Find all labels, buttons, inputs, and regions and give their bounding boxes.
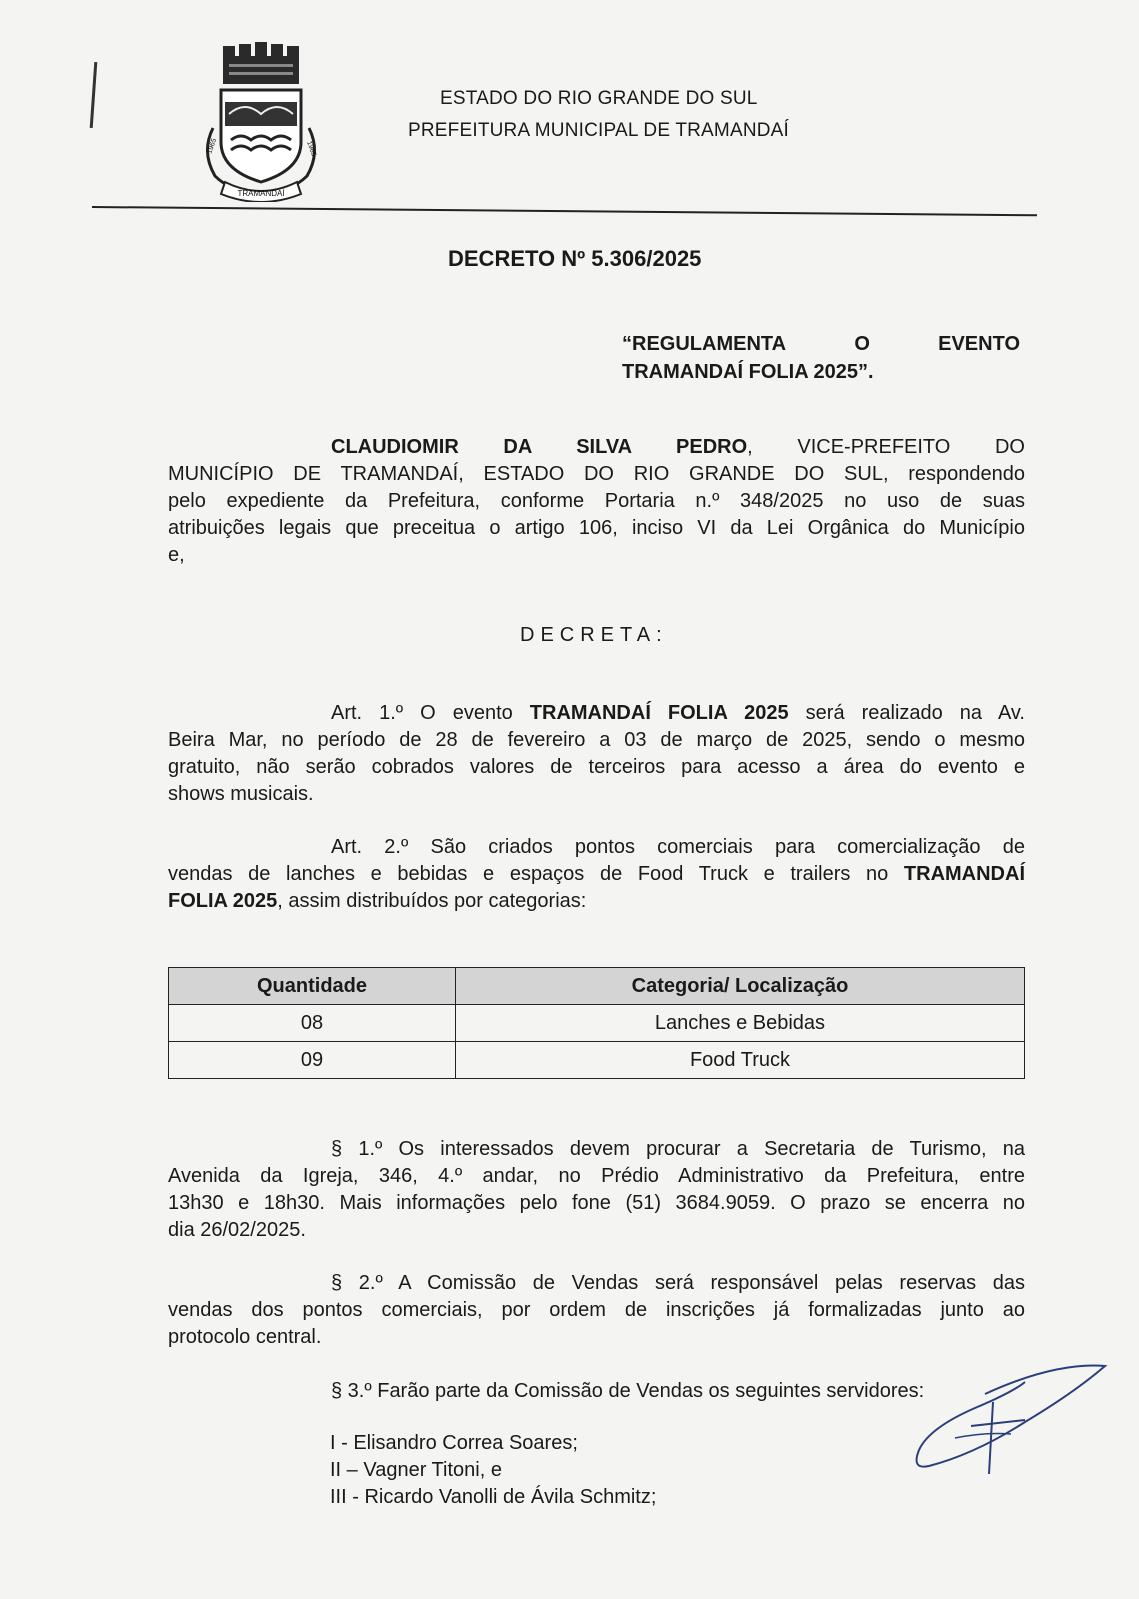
article-2-line: Art. 2.º São criados pontos comerciais para comercialização de — [331, 836, 1025, 858]
table-row — [169, 1042, 1025, 1079]
preamble — [168, 434, 1025, 569]
ementa-word: EVENTO — [938, 333, 1020, 355]
ementa-word: “REGULAMENTA — [622, 333, 787, 355]
crest-year-left: 1965 — [206, 137, 219, 155]
ementa-line-2: TRAMANDAÍ FOLIA 2025”. — [622, 361, 874, 383]
decree-title: DECRETO Nº 5.306/2025 — [448, 246, 702, 271]
paragraph-2 — [168, 1270, 1025, 1351]
paragraph-3-line: § 3.º Farão parte da Comissão de Vendas os seguintes servidores: — [331, 1380, 925, 1402]
commission-member: II – Vagner Titoni, e — [330, 1459, 502, 1481]
paragraph-2-line: vendas dos pontos comerciais, por ordem de inscrições já formalizadas junto ao — [168, 1299, 1025, 1321]
crest-year-right: 1965 — [305, 140, 318, 158]
article-1-line: Art. 1.º O evento TRAMANDAÍ FOLIA 2025 será realizado na Av. — [331, 702, 1025, 724]
article-2-line: vendas de lanches e bebidas e espaços de Food Truck e trailers no TRAMANDAÍ — [168, 863, 1025, 885]
authority-name: CLAUDIOMIR DA SILVA PEDRO — [331, 436, 748, 458]
table-cell-category: Lanches e Bebidas — [456, 1005, 1025, 1042]
paragraph-1-line: 13h30 e 18h30. Mais informações pelo fone (51) 3684.9059. O prazo se encerra no — [168, 1192, 1025, 1214]
categories-table — [168, 967, 1025, 1079]
paragraph-2-line: § 2.º A Comissão de Vendas será responsável pelas reservas das — [331, 1272, 1025, 1294]
preamble-line: CLAUDIOMIR DA SILVA PEDRO, VICE-PREFEITO DO — [331, 436, 1025, 458]
ementa-word: O — [854, 333, 870, 355]
table-cell-quantity: 08 — [169, 1005, 456, 1042]
decree-ementa — [622, 330, 1020, 386]
article-1-line: shows musicais. — [168, 783, 314, 805]
table-header-row — [169, 968, 1025, 1005]
event-name: TRAMANDAÍ FOLIA 2025 — [529, 702, 789, 724]
paragraph-3 — [168, 1378, 1025, 1405]
preamble-line: pelo expediente da Prefeitura, conforme Portaria n.º 348/2025 no uso de suas — [168, 490, 1025, 512]
decreta-heading: DECRETA: — [520, 624, 668, 646]
header-prefeitura: PREFEITURA MUNICIPAL DE TRAMANDAÍ — [408, 120, 790, 141]
preamble-line: e, — [168, 544, 185, 566]
crest-ribbon-text: TRAMANDAÍ — [237, 189, 285, 198]
header-divider — [92, 206, 1037, 216]
table-cell-quantity: 09 — [169, 1042, 456, 1079]
article-2-line: FOLIA 2025, assim distribuídos por categorias: — [168, 890, 587, 912]
preamble-line: MUNICÍPIO DE TRAMANDAÍ, ESTADO DO RIO GRANDE DO SUL, respondendo — [168, 463, 1025, 485]
table-header-category: Categoria/ Localização — [456, 968, 1025, 1005]
header-state: ESTADO DO RIO GRANDE DO SUL — [440, 88, 758, 109]
paragraph-1-line: § 1.º Os interessados devem procurar a Secretaria de Turismo, na — [331, 1138, 1025, 1160]
article-1-line: Beira Mar, no período de 28 de fevereiro a 03 de março de 2025, sendo o mesmo — [168, 729, 1025, 751]
commission-member: I - Elisandro Correa Soares; — [330, 1432, 578, 1454]
ementa-line-1 — [622, 330, 1020, 358]
article-1 — [168, 700, 1025, 808]
preamble-line: atribuições legais que preceitua o artigo 106, inciso VI da Lei Orgânica do Município — [168, 517, 1025, 539]
paragraph-1-line: dia 26/02/2025. — [168, 1219, 306, 1241]
table-row — [169, 1005, 1025, 1042]
paragraph-1-line: Avenida da Igreja, 346, 4.º andar, no Prédio Administrativo da Prefeitura, entre — [168, 1165, 1025, 1187]
article-1-line: gratuito, não serão cobrados valores de terceiros para acesso a área do evento e — [168, 756, 1025, 778]
margin-pen-mark — [90, 62, 98, 128]
commission-member: III - Ricardo Vanolli de Ávila Schmitz; — [330, 1486, 657, 1508]
paragraph-1 — [168, 1136, 1025, 1244]
municipal-crest-icon — [195, 42, 327, 202]
paragraph-2-line: protocolo central. — [168, 1326, 322, 1348]
table-cell-category: Food Truck — [456, 1042, 1025, 1079]
table-header-quantity: Quantidade — [169, 968, 456, 1005]
article-2 — [168, 834, 1025, 915]
signature-rubric — [915, 1362, 1115, 1482]
